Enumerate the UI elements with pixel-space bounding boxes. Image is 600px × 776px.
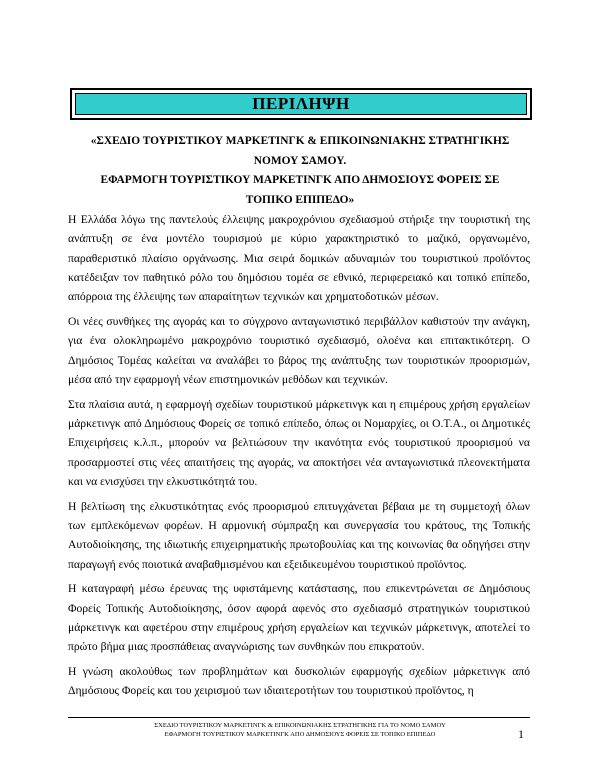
body-text [68,210,530,706]
footer-line: ΕΦΑΡΜΟΓΗ ΤΟΥΡΙΣΤΙΚΟΥ ΜΑΡΚΕΤΙΝΓΚ ΑΠΟ ΔΗΜΟΣΙΟΥΣ ΦΟΡΕΙΣ ΣΕ ΤΟΠΙΚΟ ΕΠΙΠΕΔΟ [164,731,436,738]
paragraph: Οι νέες συνθήκες της αγοράς και το σύγχρονο ανταγωνιστικό περιβάλλον καθιστούν την ανάγκη, για ένα ολοκληρωμένο μακροχρόνιο τουριστικό σχεδιασμό, ολοένα και επιτακτικότερη. Ο Δημόσιος Τομέας καλείται να αναλάβει το βάρος της ανάπτυξης των τουριστικών προορισμών, μέσα από την εφαρμογή νέων επιστημονικών μεθόδων και τεχνικών. [68,314,530,386]
subtitle-line: ΤΟΠΙΚΟ ΕΠΙΠΕΔΟ» [245,193,355,206]
paragraph: Η γνώση ακολούθως των προβλημάτων και δυσκολιών εφαρμογής σχεδίων μάρκετινγκ από Δημόσιους Φορείς και του χειρισμού των ιδιαιτεροτήτων του τουριστικού προϊόντος, η [68,665,530,698]
page-title: ΠΕΡΙΛΗΨΗ [75,93,527,115]
paragraph: Η Ελλάδα λόγω της παντελούς έλλειψης μακροχρόνιου σχεδιασμού στήριξε την τουριστική της ανάπτυξη σε ένα μοντέλο τουρισμού με κύριο χαρακτηριστικό το μαζικό, οργανωμένο, παραθεριστικό πλαίσιο οργάνωσης. Μια σειρά δομικών αδυναμιών του τουριστικού προϊόντος κατέδειξαν τον παθητικό ρόλο του δημόσιου τομέα σε εθνικό, περιφερειακό και τοπικό επίπεδο, απόρροια της έλλειψης των απαραίτητων τεχνικών και χρηματοδοτικών μέσων. [68,213,530,304]
footer-line: ΣΧΕΔΙΟ ΤΟΥΡΙΣΤΙΚΟΥ ΜΑΡΚΕΤΙΝΓΚ & ΕΠΙΚΟΙΝΩΝΙΑΚΗΣ ΣΤΡΑΤΗΓΙΚΗΣ ΓΙΑ ΤΟ ΝΟΜΟ ΣΑΜΟΥ [154,722,446,729]
page-footer [60,721,540,739]
subtitle-line: ΕΦΑΡΜΟΓΗ ΤΟΥΡΙΣΤΙΚΟΥ ΜΑΡΚΕΤΙΝΓΚ ΑΠΟ ΔΗΜΟΣΙΟΥΣ ΦΟΡΕΙΣ ΣΕ [100,174,500,186]
footer-divider [68,717,530,718]
paragraph: Η βελτίωση της ελκυστικότητας ενός προορισμού επιτυγχάνεται βέβαια με τη συμμετοχή όλων των εμπλεκόμενων φορέων. Η αρμονική σύμπραξη και συνεργασία του κράτους, της Τοπικής Αυτοδιοίκησης, της ιδιωτικής επιχειρηματικής πρωτοβουλίας και της κοινωνίας θα οδηγήσει στην παραγωγή ενός ποιοτικά αναβαθμισμένου και εξειδικευμένου τουριστικού προϊόντος. [68,499,530,571]
paragraph: Η καταγραφή μέσω έρευνας της υφιστάμενης κατάστασης, που επικεντρώνεται σε Δημόσιους Φορείς Τοπικής Αυτοδιοίκησης, όσον αφορά αφενός στο σχεδιασμό στρατηγικών τουριστικού μάρκετινγκ και αφετέρου στην επιμέρους χρήση εργαλείων και τεχνικών μάρκετινγκ, αποτελεί το πρώτο βήμα μιας προσπάθειας αναγνώρισης των συνθηκών που επικρατούν. [68,582,530,654]
subtitle-line: «ΣΧΕΔΙΟ ΤΟΥΡΙΣΤΙΚΟΥ ΜΑΡΚΕΤΙΝΓΚ & ΕΠΙΚΟΙΝΩΝΙΑΚΗΣ ΣΤΡΑΤΗΓΙΚΗΣ [90,135,510,147]
page-number: 1 [518,727,524,741]
heading-box [70,88,532,120]
document-subtitle [60,132,540,210]
paragraph: Στα πλαίσια αυτά, η εφαρμογή σχεδίων τουριστικού μάρκετινγκ και η επιμέρους χρήση εργαλείων μάρκετινγκ από Δημόσιους Φορείς σε τοπικό επίπεδο, όπως οι Νομαρχίες, οι Ο.Τ.Α., οι Δημοτικές Επιχειρήσεις κ.λ.π., μπορούν να βελτιώσουν την ικανότητα ενός τουριστικού προορισμού να προσαρμοστεί στις νέες απαιτήσεις της αγοράς, να αποκτήσει νέα ανταγωνιστικά πλεονεκτήματα και να ενισχύσει την ελκυστικότητά του. [68,397,530,488]
subtitle-line: ΝΟΜΟΥ ΣΑΜΟΥ. [253,154,347,167]
